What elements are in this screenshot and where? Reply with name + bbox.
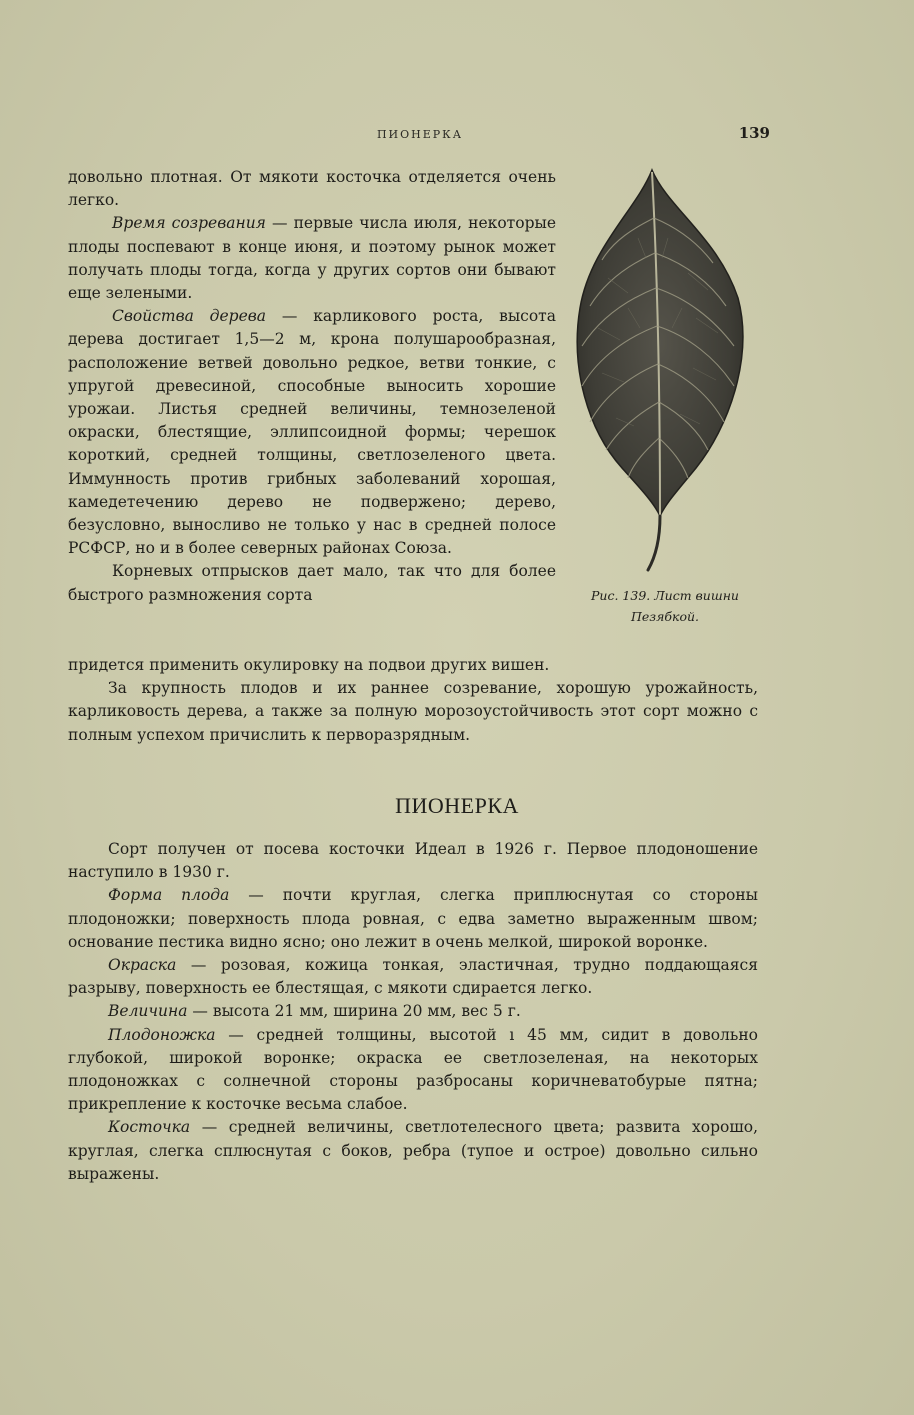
term-fruit-form: Форма плода xyxy=(108,886,230,905)
term-ripening: Время созревания xyxy=(112,214,266,233)
term-size: Величина xyxy=(108,1002,188,1021)
running-head: ПИОНЕРКА xyxy=(376,128,464,141)
figure-caption: Рис. 139. Лист вишни Пезябкой. xyxy=(591,588,739,624)
previous-variety-text-full-width xyxy=(68,654,758,747)
paragraph-ripening: Время созревания — первые числа июля, некоторые плоды поспевают в конце июня, и поэтому рынок может получать плоды тогда, когда у других сортов они бывают еще зелеными. xyxy=(68,214,556,303)
paragraph-origin: Сорт получен от посева косточки Идеал в 1926 г. Первое плодоношение наступило в 1930 г. xyxy=(68,840,758,882)
paragraph-stem: Плодоножка — средней толщины, высотой ı 45 мм, сидит в довольно глубокой, широкой воронке; окраска ее светлозеленая, на некоторых плодоножках с солнечной стороны разбросаны коричневатобурые пятна; прикрепление к косточке весьма слабое. xyxy=(68,1025,758,1114)
paragraph-size: Величина — высота 21 мм, ширина 20 мм, вес 5 г. xyxy=(108,1002,521,1021)
paragraph-root-suckers-start: Корневых отпрысков дает мало, так что для более быстрого размножения сорта xyxy=(68,562,556,604)
paragraph-tree-properties: Свойства дерева — карликового роста, высота дерева достигает 1,5—2 м, крона полушарообразная, расположение ветвей довольно редкое, ветви тонкие, с упругой древесиной, способные выносить хорошие урожаи. Листья средней величины, темнозеленой окраски, блестящие, эллипсоидной формы; черешок короткий, средней толщины, светлозеленого цвета. Иммунность против грибных заболеваний хорошая, камедетечению дерево не подвержено; дерево, безусловно, выносливо не только у нас в средней полосе РСФСР, но и в более северных районах Союза. xyxy=(68,307,556,558)
cherry-leaf-illustration xyxy=(568,168,748,578)
paragraph-stone: Косточка — средней величины, светлотелесного цвета; развита хорошо, круглая, слегка сплюснутая с боков, ребра (тупое и острое) довольно сильно выражены. xyxy=(68,1118,758,1183)
paragraph-conclusion: За крупность плодов и их раннее созревание, хорошую урожайность, карликовость дерева, а также за полную морозоустойчивость этот сорт можно с полным успехом причислить к перворазрядным. xyxy=(68,679,758,744)
paragraph-coloring: Окраска — розовая, кожица тонкая, эластичная, трудно поддающаяся разрыву, поверхность ее блестящая, с мякоти сдирается легко. xyxy=(68,956,758,998)
paragraph-fruit-form: Форма плода — почти круглая, слегка приплюснутая со стороны плодоножки; поверхность плода ровная, с едва заметно выраженным швом; основание пестика видно ясно; оно лежит в очень мелкой, широкой воронке. xyxy=(68,886,759,951)
term-coloring: Окраска xyxy=(108,956,177,975)
paragraph-root-suckers-end: придется применить окулировку на подвои других вишен. xyxy=(68,656,550,674)
term-stem: Плодоножка xyxy=(108,1025,216,1044)
term-tree-properties: Свойства дерева xyxy=(112,307,267,326)
term-stone: Косточка xyxy=(108,1118,191,1137)
paragraph-flesh: довольно плотная. От мякоти косточка отделяется очень легко. xyxy=(68,168,556,210)
page-number: 139 xyxy=(738,124,770,142)
pionerka-description xyxy=(68,838,758,1186)
section-title: ПИОНЕРКА xyxy=(395,793,519,818)
previous-variety-text xyxy=(68,166,556,607)
